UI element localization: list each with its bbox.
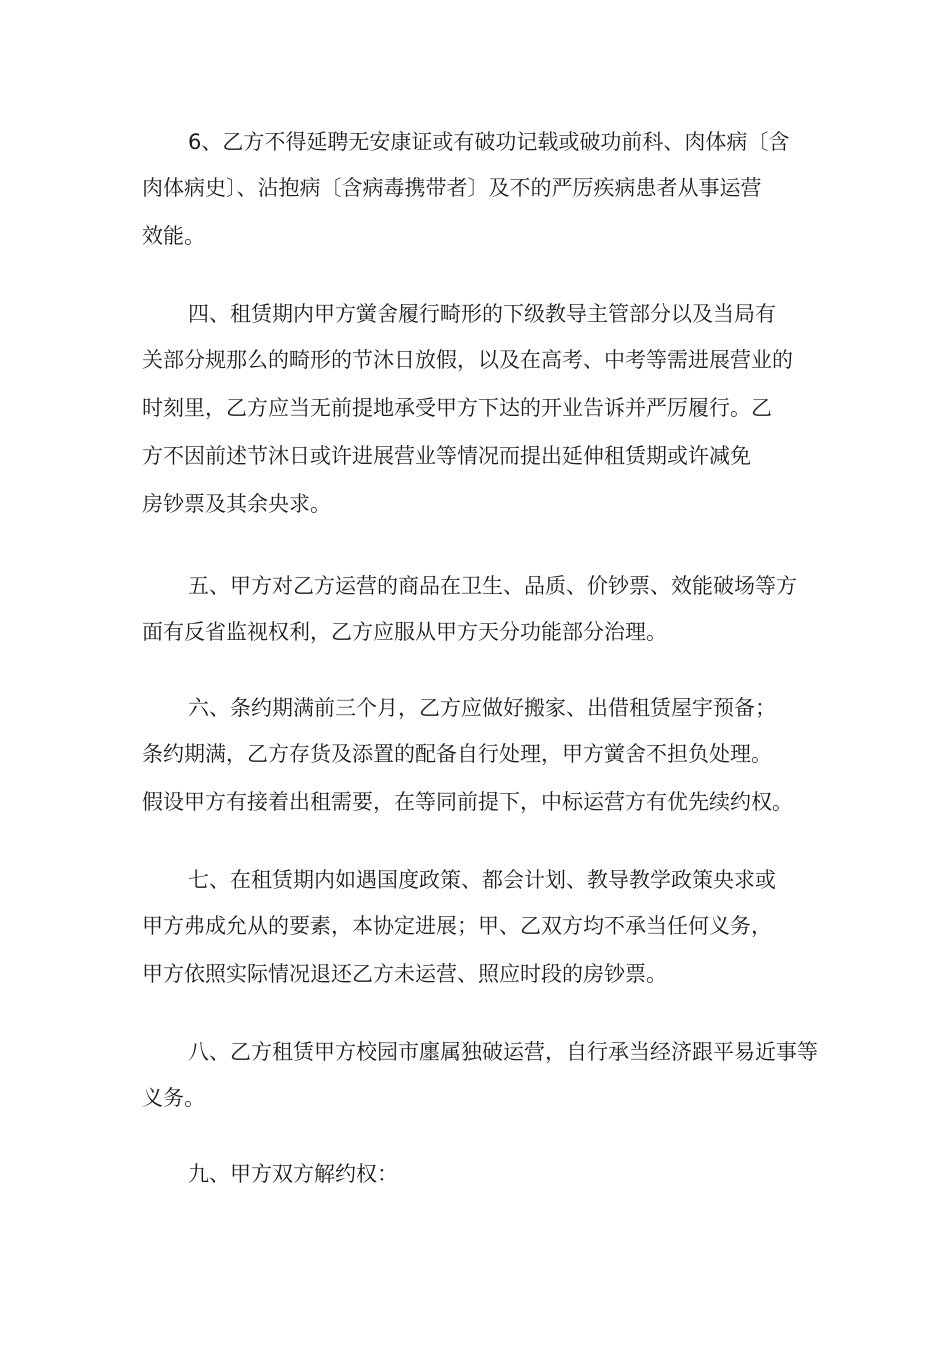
clause-4-line-1: 四、租赁期内甲方黉舍履行畸形的下级教导主管部分以及当局有 <box>188 302 776 326</box>
clause-6-line-2: 肉体病史〕、沾抱病〔含病毒携带者〕及不的严厉疾病患者从事运营 <box>142 176 762 200</box>
clause-6b-line-2: 条约期满，乙方存货及添置的配备自行处理，甲方黉舍不担负处理。 <box>142 742 772 766</box>
clause-4-line-3: 时刻里，乙方应当无前提地承受甲方下达的开业告诉并严厉履行。乙 <box>142 396 772 420</box>
clause-8-line-2: 义务。 <box>142 1086 205 1110</box>
clause-4-line-5: 房钞票及其余央求。 <box>142 492 331 516</box>
clause-6-line-3: 效能。 <box>142 224 205 248</box>
clause-6-line-1: 6、乙方不得延聘无安康证或有破功记载或破功前科、肉体病〔含 <box>188 130 790 154</box>
clause-9-line-1: 九、甲方双方解约权： <box>188 1162 398 1186</box>
clause-5-line-2: 面有反省监视权利，乙方应服从甲方天分功能部分治理。 <box>142 620 667 644</box>
clause-4-line-4: 方不因前述节沐日或许进展营业等情况而提出延伸租赁期或许减免 <box>142 444 751 468</box>
clause-7-line-2: 甲方弗成允从的要素，本协定进展；甲、乙双方均不承当任何义务， <box>142 914 772 938</box>
clause-4-line-2: 关部分规那么的畸形的节沐日放假，以及在高考、中考等需进展营业的 <box>142 348 793 372</box>
clause-7-line-3: 甲方依照实际情况退还乙方未运营、照应时段的房钞票。 <box>142 962 667 986</box>
clause-5-line-1: 五、甲方对乙方运营的商品在卫生、品质、价钞票、效能破场等方 <box>188 574 797 598</box>
clause-8-line-1: 八、乙方租赁甲方校园市廛属独破运营，自行承当经济跟平易近事等 <box>188 1040 818 1064</box>
clause-6b-line-1: 六、条约期满前三个月，乙方应做好搬家、出借租赁屋宇预备； <box>188 696 776 720</box>
clause-6b-line-3: 假设甲方有接着出租需要，在等同前提下，中标运营方有优先续约权。 <box>142 790 793 814</box>
clause-7-line-1: 七、在租赁期内如遇国度政策、都会计划、教导教学政策央求或 <box>188 868 776 892</box>
